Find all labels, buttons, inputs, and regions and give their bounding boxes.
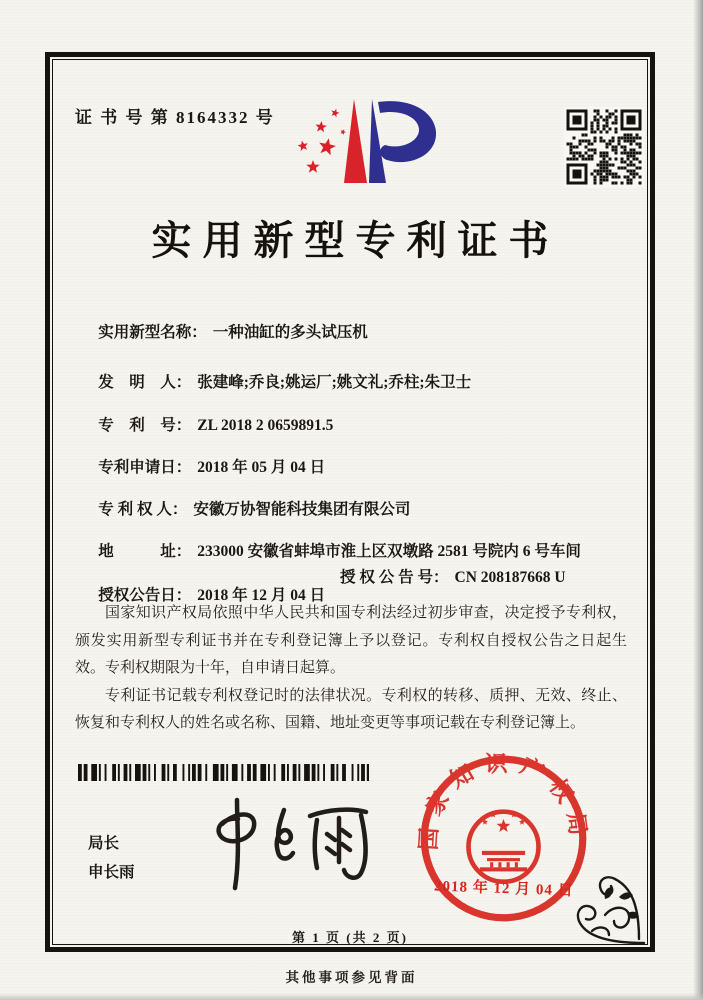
field-value: 安徽万协智能科技集团有限公司 [193, 501, 411, 518]
certificate-title: 实用新型专利证书 [151, 218, 560, 263]
field-label: 授权公告日： [98, 587, 192, 604]
star-icon [298, 141, 308, 151]
cnipa-logo-svg [288, 93, 440, 191]
seal-date: 2018 年 12 月 04 日 [433, 878, 574, 900]
field-value: 张建峰;乔良;姚运厂;姚文礼;乔柱;朱卫士 [197, 374, 472, 391]
national-emblem [469, 812, 539, 882]
logo-stars [298, 109, 347, 173]
back-note: 其他事项参见背面 [285, 970, 418, 985]
signoff-name: 申长雨 [88, 864, 135, 881]
seal-org-text: 国家知识产权局 [416, 751, 591, 851]
certificate-number: 证 书 号 第 8164332 号 [75, 108, 275, 127]
certificate-frame [45, 52, 655, 952]
field-value: 一种油缸的多头试压机 [212, 324, 368, 341]
page-indicator: 第 1 页 (共 2 页) [292, 930, 408, 945]
legal-paragraph-1: 国家知识产权局依照中华人民共和国专利法经过初步审查，决定授予专利权，颁发实用新型专利证书并在专利登记簿上予以登记。专利权自授权公告之日起生效。专利权期限为十年，自申请日起算。 [75, 605, 627, 676]
field-value: 233000 安徽省蚌埠市淮上区双墩路 2581 号院内 6 号车间 [197, 543, 581, 560]
corner-ornament-icon [547, 853, 647, 946]
scan-edge-right [693, 0, 703, 1000]
field-label: 授 权 公 告 号： [340, 569, 449, 586]
logo-red-wedge [344, 99, 367, 183]
star-icon [319, 138, 336, 155]
legal-paragraph-2: 专利证书记载专利权登记时的法律状况。专利权的转移、质押、无效、终止、恢复和专利权人的姓名或名称、国籍、地址变更等事项记载在专利登记簿上。 [75, 687, 627, 731]
field-value: 2018 年 12 月 04 日 [197, 587, 326, 604]
star-icon [340, 129, 346, 135]
field-label: 实用新型名称： [98, 324, 207, 341]
field-label: 专 利 号： [98, 417, 192, 434]
signoff-block [88, 829, 135, 887]
logo-p-bowl [378, 101, 436, 162]
star-icon [497, 819, 511, 832]
field-value: CN 208187668 U [454, 569, 566, 586]
field-label: 专利申请日： [98, 459, 192, 476]
legal-text [75, 600, 627, 738]
field-label: 发 明 人： [98, 374, 192, 391]
star-icon [306, 160, 319, 173]
cnipa-logo-icon [288, 93, 440, 191]
field-value: 2018 年 05 月 04 日 [197, 459, 326, 476]
scan-edge-bottom [0, 993, 703, 1000]
qr-code-icon [564, 107, 644, 187]
grant-number [340, 565, 566, 587]
signature-icon [192, 792, 382, 897]
star-icon [316, 121, 327, 132]
barcode-icon [78, 764, 372, 781]
signoff-title: 局长 [88, 835, 120, 852]
field-value: ZL 2018 2 0659891.5 [197, 417, 334, 434]
field-label: 专 利 权 人： [98, 501, 188, 518]
star-icon [331, 109, 339, 118]
field-label: 地 址： [98, 543, 192, 560]
